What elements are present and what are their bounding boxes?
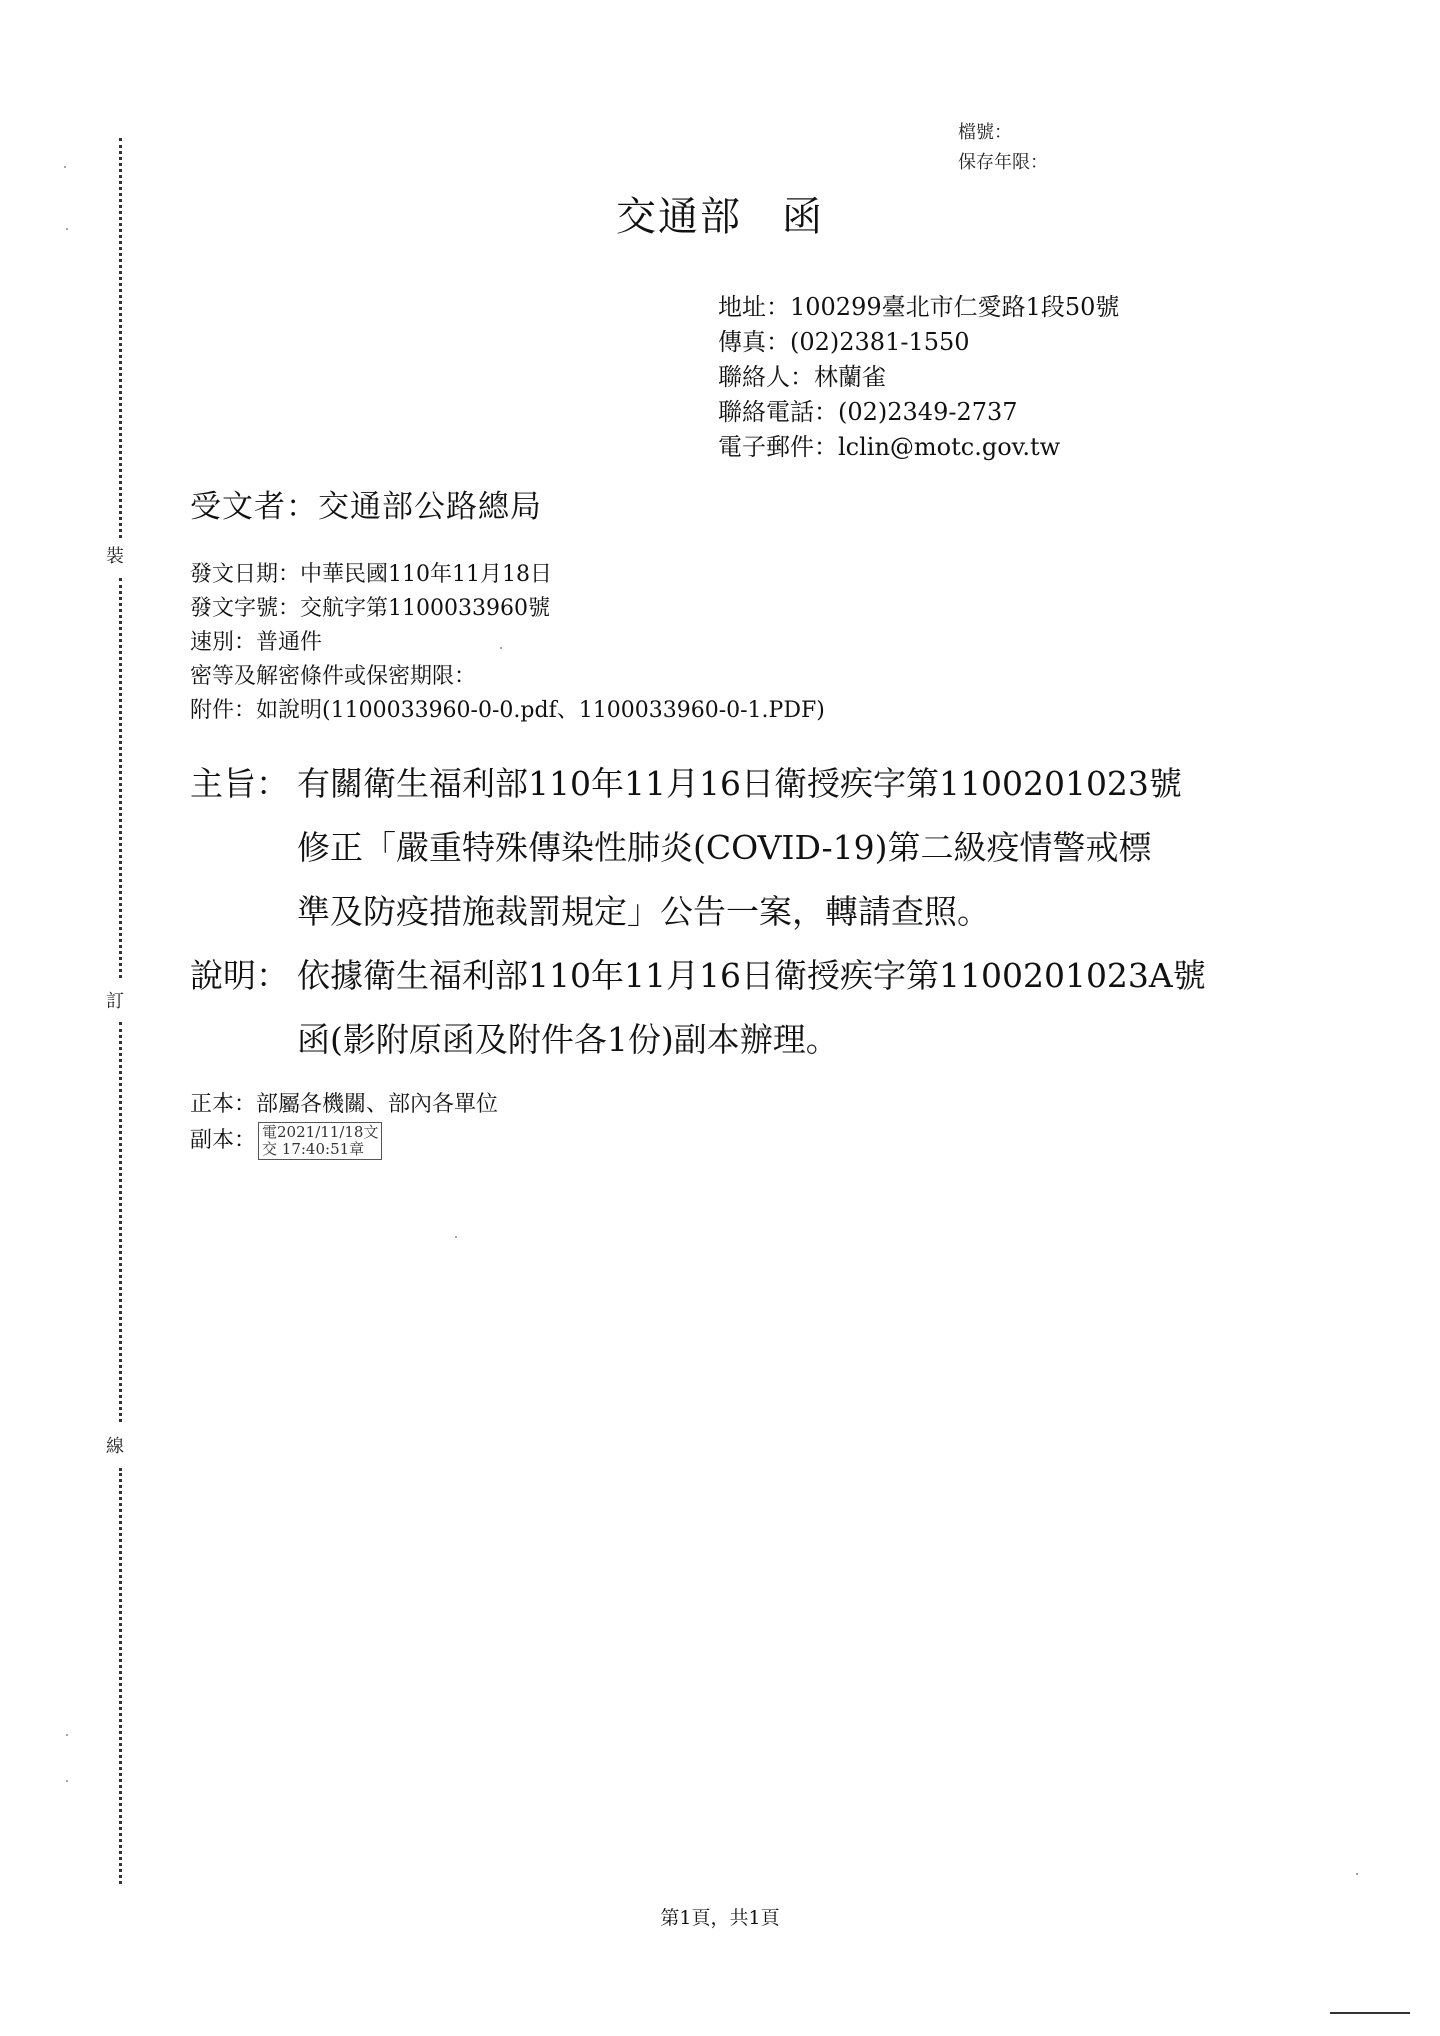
document-type: 函	[782, 194, 824, 240]
attachments: 附件：如說明(1100033960-0-0.pdf、1100033960-0-1.PDF)	[190, 698, 825, 723]
subject-paragraph	[190, 752, 1250, 944]
original-recipients: 正本：部屬各機關、部內各單位	[190, 1092, 499, 1117]
binding-dotted-line-upper	[119, 578, 122, 978]
classification: 密等及解密條件或保密期限：	[190, 664, 477, 689]
contact-email: 電子郵件：lclin@motc.gov.tw	[718, 433, 1061, 461]
subject-line: 修正「嚴重特殊傳染性肺炎(COVID-19)第二級疫情警戒標	[297, 828, 1152, 867]
delivery-speed: 速別：普通件	[190, 630, 323, 655]
scan-speck	[455, 1236, 457, 1238]
binding-dotted-line-bottom	[119, 1468, 122, 1884]
main-section	[190, 752, 1250, 1072]
binding-mark-zhuang: 裝	[106, 546, 124, 567]
scan-speck	[64, 166, 66, 168]
copy-recipients	[190, 1122, 498, 1160]
binding-dotted-line-lower	[119, 1022, 122, 1422]
distribution-block	[190, 1088, 498, 1160]
binding-mark-xian: 線	[106, 1436, 124, 1457]
retention-period-label: 保存年限：	[958, 152, 1048, 173]
contact-person: 聯絡人：林蘭雀	[718, 363, 886, 391]
file-info-block	[958, 118, 1048, 178]
scan-speck	[66, 1734, 68, 1736]
page-footer: 第1頁，共1頁	[660, 1907, 780, 1929]
copy-label: 副本：	[190, 1128, 257, 1153]
contact-block	[718, 290, 1119, 465]
recipient: 受文者：交通部公路總局	[190, 489, 542, 525]
fax: 傳真：(02)2381-1550	[718, 328, 970, 356]
scan-speck	[1356, 1873, 1358, 1875]
binding-mark-ding: 訂	[106, 991, 124, 1012]
scan-speck	[66, 1780, 68, 1782]
subject-line: 準及防疫措施裁罰規定」公告一案，轉請查照。	[297, 892, 990, 931]
stamp-line: 電2021/11/18文	[262, 1123, 379, 1141]
issuing-agency: 交通部	[616, 194, 742, 240]
document-title	[0, 192, 1440, 242]
explanation-lead: 說明：	[190, 956, 289, 995]
address: 地址：100299臺北市仁愛路1段50號	[718, 293, 1120, 321]
issue-date: 發文日期：中華民國110年11月18日	[190, 562, 552, 587]
contact-phone: 聯絡電話：(02)2349-2737	[718, 398, 1018, 426]
corner-scan-line	[1330, 2012, 1410, 2014]
subject-line: 有關衛生福利部110年11月16日衛授疾字第1100201023號	[297, 764, 1182, 803]
subject-lead: 主旨：	[190, 764, 289, 803]
electronic-stamp	[258, 1122, 382, 1160]
explanation-paragraph	[190, 944, 1250, 1072]
stamp-line: 交 17:40:51章	[262, 1140, 365, 1158]
document-meta	[190, 558, 825, 728]
explanation-line: 依據衛生福利部110年11月16日衛授疾字第1100201023A號	[297, 956, 1206, 995]
explanation-line: 函(影附原函及附件各1份)副本辦理。	[297, 1020, 839, 1059]
file-number-label: 檔號：	[958, 122, 1012, 143]
document-number: 發文字號：交航字第1100033960號	[190, 596, 550, 621]
